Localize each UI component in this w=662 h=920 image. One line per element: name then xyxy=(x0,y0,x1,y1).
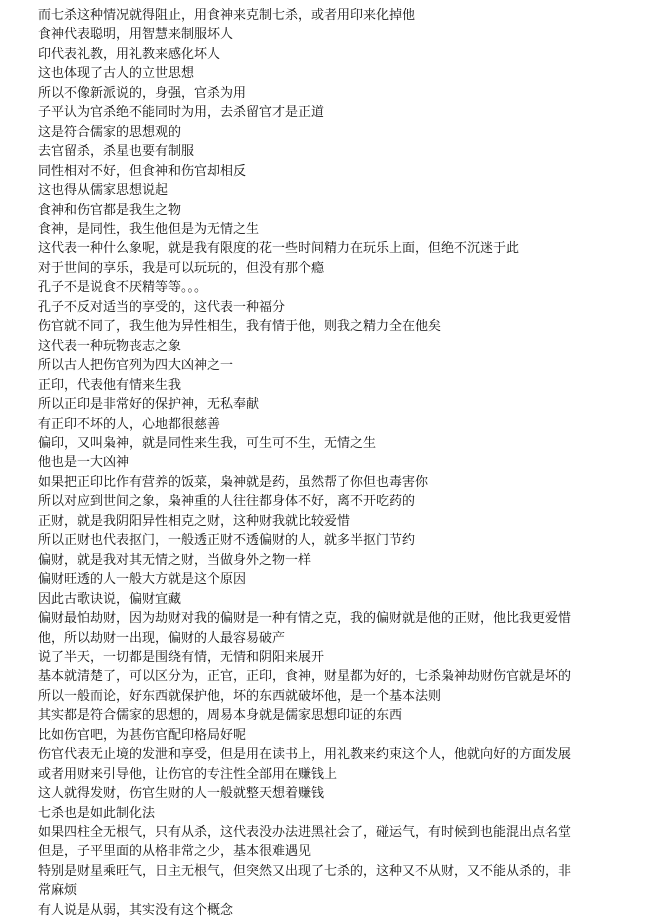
text-line: 这人就得发财，伤官生财的人一般就整天想着赚钱 xyxy=(38,786,325,802)
text-line: 对于世间的享乐，我是可以玩玩的，但没有那个瘾 xyxy=(38,260,325,276)
document-body xyxy=(38,6,624,920)
text-line: 说了半天，一切都是围绕有情，无情和阴阳来展开 xyxy=(38,649,325,665)
text-line: 基本就清楚了，可以区分为，正官，正印，食神，财星都为好的，七杀枭神劫财伤官就是坏的 xyxy=(38,669,572,685)
text-line: 孔子不反对适当的享受的，这代表一种福分 xyxy=(38,299,286,315)
text-line: 这也体现了古人的立世思想 xyxy=(38,66,195,82)
text-line: 这代表一种什么象呢，就是我有限度的花一些时间精力在玩乐上面，但绝不沉迷于此 xyxy=(38,241,520,257)
text-line: 他也是一大凶神 xyxy=(38,455,130,471)
text-line: 比如伤官吧，为甚伤官配印格局好呢 xyxy=(38,727,247,743)
text-line: 食神，是同性，我生他但是为无情之生 xyxy=(38,221,260,237)
text-line: 食神和伤官都是我生之物 xyxy=(38,202,182,218)
text-line: 因此古歌诀说，偏财宜藏 xyxy=(38,591,182,607)
text-line: 这是符合儒家的思想观的 xyxy=(38,124,182,140)
text-line: 所以正财也代表抠门，一般透正财不透偏财的人，就多半抠门节约 xyxy=(38,533,416,549)
text-line: 如果把正印比作有营养的饭菜，枭神就是药，虽然帮了你但也毒害你 xyxy=(38,474,429,490)
text-line: 偏财，就是我对其无情之财，当做身外之物一样 xyxy=(38,552,312,568)
text-line: 或者用财来引导他，让伤官的专注性全部用在赚钱上 xyxy=(38,766,338,782)
text-line: 子平认为官杀绝不能同时为用，去杀留官才是正道 xyxy=(38,105,325,121)
text-line: 偏财最怕劫财，因为劫财对我的偏财是一种有情之克，我的偏财就是他的正财，他比我更爱惜 xyxy=(38,611,572,627)
text-line: 所以一般而论，好东西就保护他，坏的东西就破坏他，是一个基本法则 xyxy=(38,688,442,704)
text-line: 特别是财星乘旺气，日主无根气，但突然又出现了七杀的，这种又不从财，又不能从杀的，非 xyxy=(38,863,572,879)
text-line: 常麻烦 xyxy=(38,883,78,899)
text-line: 所以正印是非常好的保护神，无私奉献 xyxy=(38,397,260,413)
text-line: 去官留杀，杀星也要有制服 xyxy=(38,144,195,160)
text-line: 所以不像新派说的，身强，官杀为用 xyxy=(38,85,247,101)
text-line: 有人说是从弱，其实没有这个概念 xyxy=(38,902,234,918)
text-line: 所以对应到世间之象，枭神重的人往往都身体不好，离不开吃药的 xyxy=(38,494,416,510)
text-line: 伤官就不同了，我生他为异性相生，我有情于他，则我之精力全在他矣 xyxy=(38,319,442,335)
text-line: 有正印不坏的人，心地都很慈善 xyxy=(38,416,221,432)
text-line: 伤官代表无止境的发泄和享受，但是用在读书上，用礼教来约束这个人，他就向好的方面发展 xyxy=(38,747,572,763)
text-line: 他，所以劫财一出现，偏财的人最容易破产 xyxy=(38,630,286,646)
text-line: 正财，就是我阴阳异性相克之财，这种财我就比较爱惜 xyxy=(38,513,351,529)
text-line: 七杀也是如此制化法 xyxy=(38,805,156,821)
text-line: 孔子不是说食不厌精等等。。。 xyxy=(38,280,208,296)
text-line: 所以古人把伤官列为四大凶神之一 xyxy=(38,358,234,374)
text-line: 印代表礼教，用礼教来感化坏人 xyxy=(38,46,221,62)
text-line: 这也得从儒家思想说起 xyxy=(38,183,169,199)
text-line: 如果四柱全无根气，只有从杀，这代表没办法进黑社会了，碰运气，有时候到也能混出点名堂 xyxy=(38,825,572,841)
text-line: 但是，子平里面的从格非常之少，基本很难遇见 xyxy=(38,844,312,860)
text-line: 而七杀这种情况就得阻止，用食神来克制七杀，或者用印来化掉他 xyxy=(38,8,416,23)
text-line: 偏财旺透的人一般大方就是这个原因 xyxy=(38,572,247,588)
text-line: 同性相对不好，但食神和伤官却相反 xyxy=(38,163,247,179)
text-line: 食神代表聪明，用智慧来制服坏人 xyxy=(38,27,234,43)
text-line: 正印，代表他有情来生我 xyxy=(38,377,182,393)
text-line: 其实都是符合儒家的思想的，周易本身就是儒家思想印证的东西 xyxy=(38,708,403,724)
text-line: 偏印，又叫枭神，就是同性来生我，可生可不生，无情之生 xyxy=(38,435,377,451)
text-line: 这代表一种玩物丧志之象 xyxy=(38,338,182,354)
